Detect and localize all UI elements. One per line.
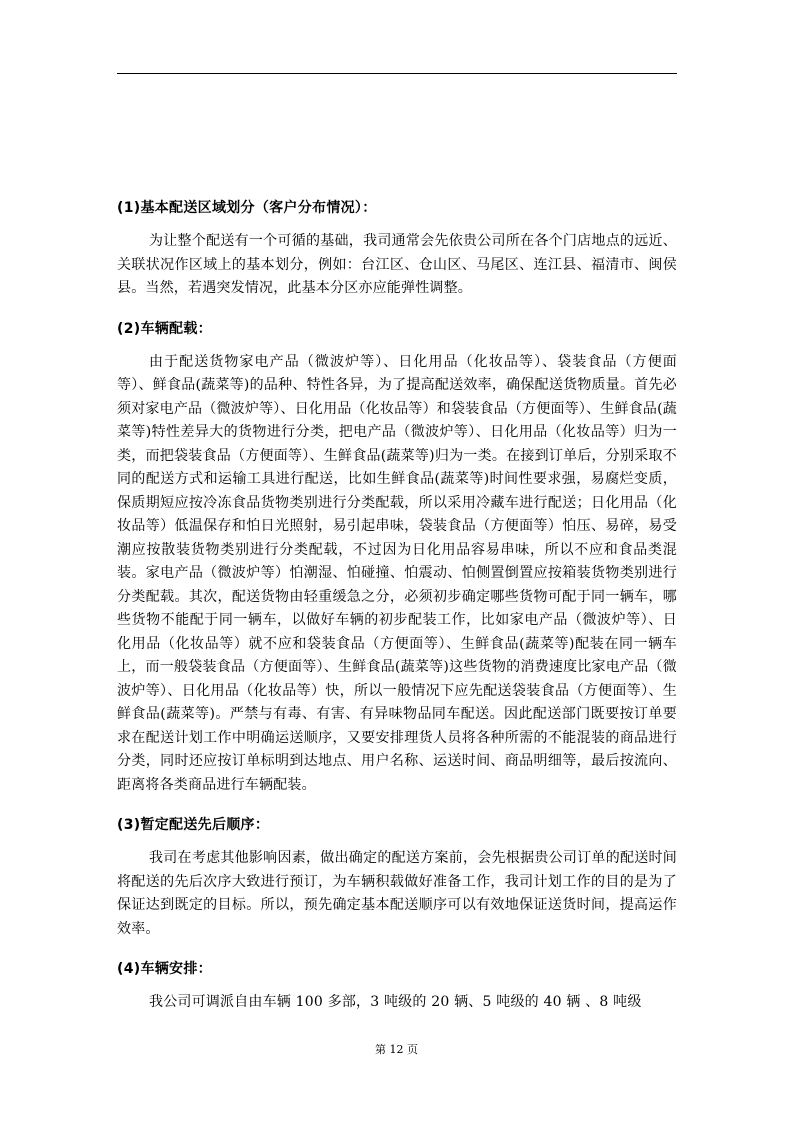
- section-heading-2: (2)车辆配载：: [117, 320, 212, 337]
- section-paragraph-3: 我司在考虑其他影响因素，做出确定的配送方案前，会先根据贵公司订单的配送时间将配送的先后次序大致进行预订，为车辆积载做好准备工作，我司计划工作的目的是为了保证达到既定的目标。所以，预先确定基本配送顺序可以有效地保证送货时间，提高运作效率。: [117, 850, 677, 937]
- section-heading-4: (4)车辆安排：: [117, 961, 212, 977]
- section-paragraph-4: 我公司可调派自由车辆 100 多部，3 吨级的 20 辆、5 吨级的 40 辆 、8 吨级: [149, 994, 642, 1010]
- document-body: [117, 196, 677, 1031]
- section-paragraph-2: 由于配送货物家电产品（微波炉等）、日化用品（化妆品等）、袋装食品（方便面等）、鲜食品(蔬菜等)的品种、特性各异，为了提高配送效率，确保配送货物质量。首先必须对家电产品（微波炉等）、日化用品（化妆品等）和袋装食品（方便面等）、生鲜食品(蔬菜等)特性差异大的货物进行分类，把电产品（微波炉等）、日化用品（化妆品等）归为一类，而把袋装食品（方便面等）、生鲜食品(蔬菜等)归为一类。在接到订单后，分别采取不同的配送方式和运输工具进行配送，比如生鲜食品(蔬菜等)时间性要求强，易腐烂变质，保质期短应按冷冻食品货物类别进行分类配载，所以采用冷藏车进行配送；日化用品（化妆品等）低温保存和怕日光照射，易引起串味，袋装食品（方便面等）怕压、易碎，易受潮应按散装货物类别进行分类配载，不过因为日化用品容易串味，所以不应和食品类混装。家电产品（微波炉等）怕潮湿、怕碰撞、怕震动、怕侧置倒置应按箱装货物类别进行分类配载。其次，配送货物由轻重缓急之分，必须初步确定哪些货物可配于同一辆车，哪些货物不能配于同一辆车，以做好车辆的初步配装工作，比如家电产品（微波炉等）、日化用品（化妆品等）就不应和袋装食品（方便面等）、生鲜食品(蔬菜等)配装在同一辆车上，而一般袋装食品（方便面等）、生鲜食品(蔬菜等)这些货物的消费速度比家电产品（微波炉等）、日化用品（化妆品等）快，所以一般情况下应先配送袋装食品（方便面等）、生鲜食品(蔬菜等)。严禁与有毒、有害、有异味物品同车配送。因此配送部门既要按订单要求在配送计划工作中明确运送顺序，又要安排理货人员将各种所需的不能混装的商品进行分类，同时还应按订单标明到达地点、用户名称、运送时间、商品明细等，最后按流向、距离将各类商品进行车辆配装。: [117, 353, 677, 793]
- section-heading-3: (3)暂定配送先后顺序：: [117, 817, 270, 833]
- section-heading-1: (1)基本配送区域划分（客户分布情况）：: [117, 200, 377, 216]
- page-number: 第 12 页: [375, 1043, 418, 1056]
- header-rule: [117, 73, 677, 74]
- section-paragraph-1: 为让整个配送有一个可循的基础，我司通常会先依贵公司所在各个门店地点的远近、关联状况作区域上的基本划分，例如：台江区、仓山区、马尾区、连江县、福清市、闽侯县。当然，若遇突发情况，此基本分区亦应能弹性调整。: [117, 233, 677, 296]
